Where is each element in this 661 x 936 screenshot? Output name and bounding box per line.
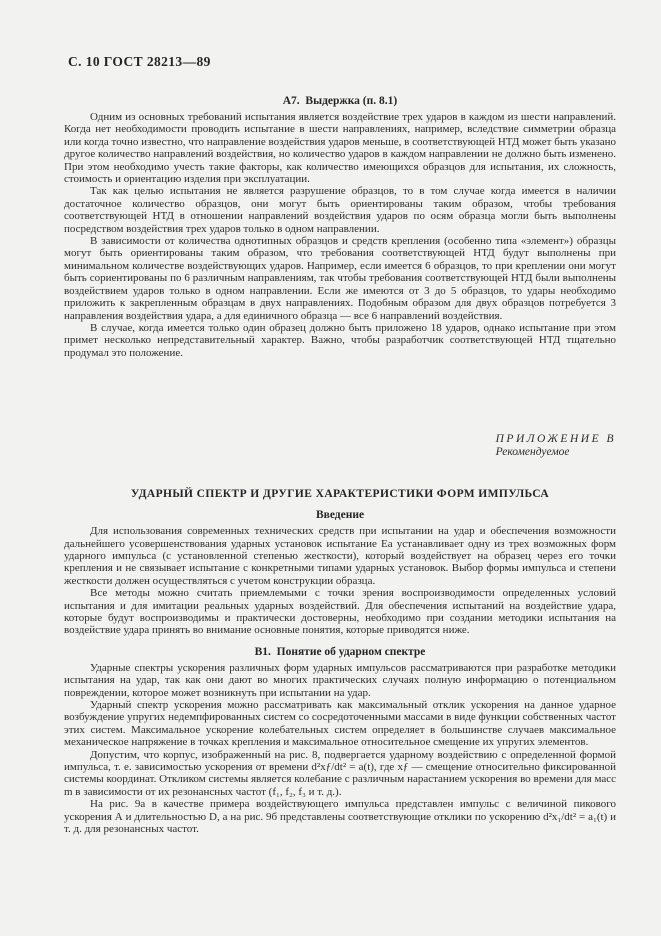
intro-paragraph-2: Все методы можно считать приемлемыми с точки зрения воспроизводимости определенных условий испытания и для имитации реальных ударных воздействий. Для обеспечения испытаний на воздействие удара, которые будут воспроизводимы и практически достоверны, необходимо при создании методики испытания на воздействие удара принять во внимание основные понятия, которые приводятся ниже.: [64, 587, 616, 637]
intro-heading: Введение: [315, 509, 365, 522]
section-a7-paragraph-1: Одним из основных требований испытания является воздействие трех ударов в каждом из шести направлений. Когда нет необходимости проводить испытание в шести направлениях, например, вследствие симметрии образца или когда точно известно, что направление воздействия ударов меньше, в соответствующей НТД может быть указано другое количество направлений воздействия, но количество ударов в каждом направлении не должно быть изменено. При этом необходимо учесть такие факторы, как количество имеющихся образцов для испытания, их сложность, стоимость и ориентацию изделия при эксплуатации.: [64, 111, 616, 186]
intro-paragraph-1: Для использования современных технических средств при испытании на удар и обеспечения возможности дальнейшего усовершенствования ударных установок испытание Еа устанавливает одну из трех возможных форм ударного импульса (с установленной степенью жесткости), который воздействует на образец через его точки крепления и не связывает испытание с конкретными типами ударных установок. Выбор формы импульса и степени жесткости должен осуществляться с учетом конструкции образца.: [64, 525, 616, 587]
annex-label: ПРИЛОЖЕНИЕ В: [495, 433, 616, 446]
page-content: [64, 0, 616, 835]
section-a7-paragraph-2: Так как целью испытания не является разрушение образцов, то в том случае когда имеется в наличии достаточное количество образцов, они могут быть ориентированы таким образом, чтобы требования соответствующей НТД в отношении направлений воздействия ударов по осям образца могли быть выполнены посредством воздействия трех ударов только в одном направлении.: [64, 185, 616, 235]
annex-sublabel: Рекомендуемое: [495, 446, 570, 459]
section-b1-paragraph-4: На рис. 9а в качестве примера воздействующего импульса представлен импульс с величиной пикового ускорения А и длительностью D, а на рис. 9б представлены соответствующие отклики по ускорению d²x₁/dt² = a₁(t) и т. д. для резонансных частот.: [64, 798, 616, 836]
section-b1-paragraph-2: Ударный спектр ускорения можно рассматривать как максимальный отклик ускорения на данное ударное возбуждение упругих недемпфированных систем со сосредоточенными массами в виде функции собственных частот этих систем. Максимальное ускорение колебательных систем определяет в большинстве случаев максимальное механическое напряжение в точках крепления и максимальное относительное смещение их упругих элементов.: [64, 699, 616, 749]
page-header: С. 10 ГОСТ 28213—89: [68, 54, 211, 69]
section-b1-heading: В1. Понятие об ударном спектре: [254, 645, 426, 658]
annex-label-inner: [496, 433, 616, 458]
section-a7-paragraph-3: В зависимости от количества однотипных образцов и средств крепления (особенно типа «элемент») образцы могут быть ориентированы таким образом, что требования соответствующей НТД будут выполнены при минимальном количестве воздействующих ударов. Например, если имеется 6 образцов, то при креплении они могут быть сориентированы по 6 различным направлениям, так чтобы требования соответствующей НТД были выполнены воздействием ударов только в одном направлении. Если же имеются от 3 до 5 образцов, то удары необходимо приложить к закрепленным образцам в двух направлениях. Подобным образом для двух образцов потребуется 3 направления воздействия удара, а для единичного образца — все 6 направлений воздействия.: [64, 235, 616, 322]
section-b1-paragraph-1: Ударные спектры ускорения различных форм ударных импульсов рассматриваются при разработке методики испытания на удар, так как они дают во многих практических случаях полную информацию о потенциальном повреждении, которое может возникнуть при испытании на удар.: [64, 661, 616, 699]
annex-title: УДАРНЫЙ СПЕКТР И ДРУГИЕ ХАРАКТЕРИСТИКИ ФОРМ ИМПУЛЬСА: [130, 488, 550, 501]
section-b1-paragraph-3: Допустим, что корпус, изображенный на рис. 8, подвергается ударному воздействию с определенной формой импульса, т. е. зависимостью ускорения от времени d²xƒ/dt² = a(t), где xƒ — смещение относительно фиксированной системы координат. Откликом системы является колебание с различным нарастанием ускорения во времени для масс m в зависимости от их резонансных частот (f₁, f₂, f₃ и т. д.).: [64, 748, 616, 798]
section-a7-heading: А7. Выдержка (п. 8.1): [282, 95, 398, 107]
annex-label-block: [64, 433, 616, 460]
section-a7-paragraph-4: В случае, когда имеется только один образец должно быть приложено 18 ударов, однако испытание при этом примет несколько непредставительный характер. Важно, чтобы разработчик соответствующей НТД тщательно продумал это положение.: [64, 321, 616, 359]
